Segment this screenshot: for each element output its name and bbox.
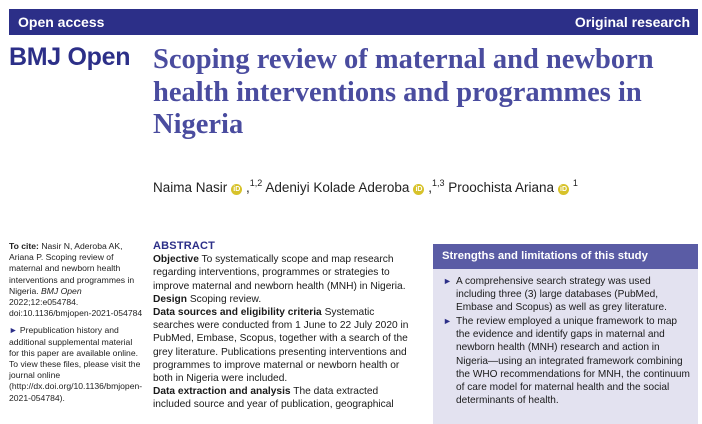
cite-text: Nasir N, Aderoba AK, Ariana P. Scoping review of maternal and newborn health interventions and programmes in Nigeria. (9, 241, 135, 296)
strengths-box (433, 269, 698, 424)
strengths-box-heading: Strengths and limitations of this study (433, 244, 698, 269)
orcid-icon[interactable]: iD (415, 186, 423, 193)
arrow-icon: ► (443, 316, 452, 327)
sources-label: Data sources and eligibility criteria (153, 307, 322, 319)
extraction-text: The data extracted included source and year of publication, geographical (153, 386, 394, 411)
orcid-icon[interactable]: iD (233, 186, 241, 193)
cite-doi[interactable]: 2022;12:e054784. doi:10.1136/bmjopen-2021-054784 (9, 297, 143, 319)
list-item (443, 275, 690, 314)
article-title: Scoping review of maternal and newborn health interventions and programmes in Nigeria (153, 44, 654, 140)
list-item-text: A comprehensive search strategy was used including three (3) large databases (PubMed, Embase and Scopus) as well as grey literature. (456, 276, 667, 314)
author-affiliation: 1,3 (431, 178, 445, 188)
prepub-text[interactable]: Prepublication history and additional supplemental material for this paper are available online. To view these files, please visit the journal online (http://dx.doi.org/10.1136/bmjopen-2021-054784). (9, 325, 143, 403)
author-name[interactable]: Proochista Ariana (448, 180, 555, 195)
journal-logo: BMJ Open (9, 43, 131, 71)
article-type-label: Original research (574, 14, 690, 30)
author-name[interactable]: Adeniyi Kolade Aderoba (265, 180, 410, 195)
abstract-objective (153, 253, 415, 293)
open-access-label: Open access (18, 14, 105, 30)
author-affiliation: 1 (572, 178, 578, 188)
arrow-icon: ► (443, 276, 452, 286)
orcid-icon[interactable]: iD (560, 186, 568, 193)
list-item-text: The review employed a unique framework to map the evidence and identify gaps in maternal and newborn health (MNH) research and action in Nigeria—using an integrated framework combining the WHO recommendations for MNH, the continuum of care model for maternal health and the social determinants of health. (456, 316, 690, 406)
objective-text: To systematically scope and map research regarding interventions, programmes or strategies to improve maternal and newborn health (MNH) in Nigeria. (153, 254, 406, 292)
cite-journal: BMJ Open (41, 285, 82, 296)
author-affiliation: 1,2 (249, 178, 263, 188)
extraction-label: Data extraction and analysis (153, 386, 291, 398)
abstract-extraction (153, 385, 415, 411)
design-text: Scoping review. (189, 293, 262, 305)
abstract-sources (153, 306, 415, 385)
sources-text: Systematic searches were conducted from 1 June to 22 July 2020 in PubMed, Embase, Scopus, together with a search of the grey literature. Publications presenting interventions and programmes to improve maternal or newborn health or both in Nigeria were included. (153, 307, 409, 385)
design-label: Design (153, 293, 187, 305)
author-list: Naima Nasir iD ,$^{1,2}$ Adeniyi Kolade Aderoba iD ,$^{1,3}$ Proochista Ariana iD $^1$ (153, 178, 578, 195)
cite-label: To cite: (9, 241, 39, 251)
author-name[interactable]: Naima Nasir (153, 180, 228, 195)
arrow-icon: ► (9, 325, 18, 336)
abstract-heading: ABSTRACT (153, 240, 216, 252)
prepub-note (9, 325, 144, 403)
citation-sidebar (9, 241, 144, 410)
objective-label: Objective (153, 254, 199, 266)
cite-block (9, 241, 144, 319)
list-item (443, 315, 690, 407)
abstract-design (153, 293, 415, 306)
abstract (153, 240, 415, 412)
top-banner (9, 9, 698, 35)
